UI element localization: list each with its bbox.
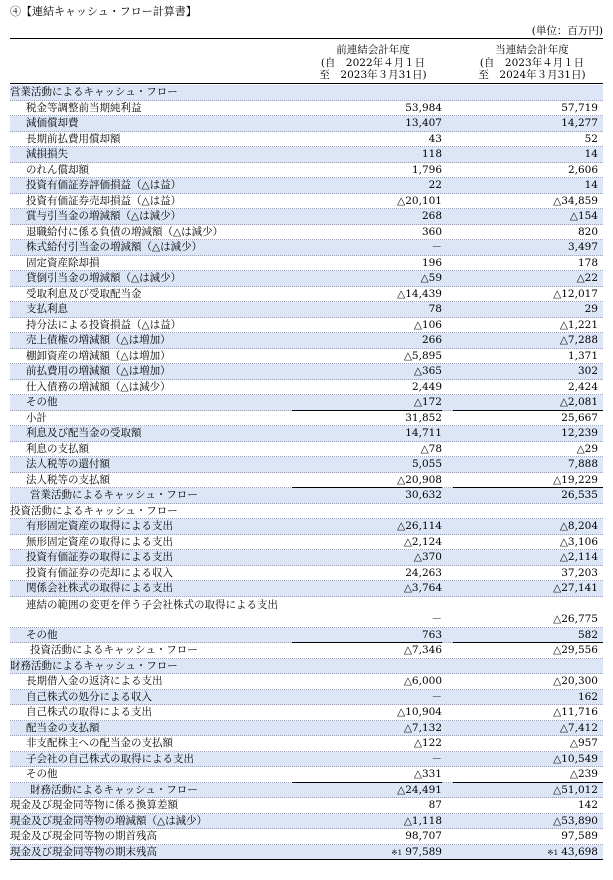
value-previous-year	[322, 225, 442, 240]
table-row	[10, 736, 603, 752]
header-curr-title: 当連結会計年度	[495, 44, 569, 56]
amount: 43	[428, 132, 442, 145]
row-label: 配当金の支払額	[26, 721, 100, 734]
amount: △8,204	[559, 520, 598, 532]
value-previous-year	[322, 287, 442, 302]
table-row	[10, 194, 603, 210]
value-previous-year	[322, 721, 442, 736]
table-row	[10, 147, 603, 163]
value-previous-year	[322, 845, 442, 860]
value-current-year	[478, 736, 598, 751]
amount: 31,852	[405, 411, 442, 424]
value-current-year	[478, 240, 598, 255]
value-previous-year	[322, 411, 442, 426]
value-current-year	[478, 411, 598, 426]
table-row	[10, 395, 603, 411]
amount: △34,859	[553, 194, 598, 207]
amount: △172	[413, 396, 442, 408]
table-row	[10, 302, 603, 318]
amount: 24,263	[405, 566, 442, 579]
table-row	[10, 721, 603, 737]
value-previous-year	[322, 271, 442, 286]
value-previous-year	[322, 535, 442, 550]
amount: －	[431, 690, 442, 703]
table-row	[10, 457, 603, 473]
table-row	[10, 380, 603, 396]
row-label: 前払費用の増減額（△は増加）	[26, 365, 171, 377]
footnote-marker: ※1	[547, 847, 559, 857]
amount: －	[431, 241, 442, 253]
table-row	[10, 287, 603, 303]
row-label: 投資有価証券評価損益（△は益）	[26, 179, 182, 191]
amount: 142	[577, 799, 598, 811]
amount: △370	[413, 551, 442, 563]
value-current-year	[478, 845, 598, 860]
row-label: 営業活動によるキャッシュ・フロー	[30, 489, 198, 501]
table-row	[10, 116, 603, 132]
row-label: 長期前払費用償却額	[26, 132, 121, 145]
row-label: 利息及び配当金の受取額	[26, 427, 142, 439]
value-current-year	[478, 302, 598, 317]
top-rule	[10, 38, 603, 39]
value-current-year	[478, 287, 598, 302]
amount: 763	[421, 628, 442, 641]
value-previous-year	[322, 798, 442, 813]
value-previous-year	[322, 380, 442, 395]
column-header-current-year	[452, 44, 612, 82]
table-row	[10, 209, 603, 225]
amount: 25,667	[561, 411, 598, 424]
table-row	[10, 829, 603, 845]
row-label: 投資有価証券売却損益（△は益）	[26, 194, 182, 207]
header-curr-from: (自 2023年４月１日	[479, 56, 585, 69]
amount: △27,141	[553, 582, 598, 594]
table-row	[10, 442, 603, 458]
value-current-year	[478, 116, 598, 131]
table-row	[10, 333, 603, 349]
table-row	[10, 85, 603, 101]
value-previous-year	[322, 240, 442, 255]
value-previous-year	[322, 457, 442, 472]
value-current-year	[478, 318, 598, 333]
row-label: 現金及び現金同等物の増減額（△は減少）	[10, 814, 208, 827]
value-current-year	[478, 380, 598, 395]
table-row	[10, 798, 603, 814]
amount: △5,895	[403, 349, 442, 362]
value-current-year	[478, 333, 598, 348]
value-previous-year	[322, 519, 442, 534]
row-label: 減損損失	[26, 148, 68, 160]
header-prev-to: 至 2023年３月31日)	[319, 69, 427, 81]
value-current-year	[478, 814, 598, 829]
row-label: 税金等調整前当期純利益	[26, 101, 142, 114]
value-current-year	[478, 364, 598, 379]
value-previous-year	[322, 178, 442, 193]
value-previous-year	[322, 829, 442, 844]
amount: 582	[577, 628, 598, 641]
amount: 14	[584, 179, 598, 191]
table-row	[10, 519, 603, 535]
table-row	[10, 566, 603, 582]
row-label: その他	[26, 768, 58, 780]
table-row	[10, 132, 603, 148]
value-current-year	[478, 767, 598, 782]
table-row	[10, 364, 603, 380]
value-current-year	[478, 643, 598, 658]
amount: △78	[420, 442, 442, 455]
row-label: 退職給付に係る負債の増減額（△は減少）	[26, 225, 224, 238]
value-previous-year	[322, 752, 442, 767]
value-previous-year	[322, 116, 442, 131]
value-current-year	[478, 271, 598, 286]
table-row	[10, 178, 603, 194]
row-label: 小計	[26, 411, 47, 424]
value-previous-year	[322, 426, 442, 441]
value-current-year	[478, 194, 598, 209]
amount: 98,707	[405, 830, 442, 842]
value-previous-year	[322, 628, 442, 643]
amount: －	[431, 752, 442, 765]
value-previous-year	[322, 767, 442, 782]
table-row	[10, 659, 603, 675]
value-current-year	[478, 798, 598, 813]
value-previous-year	[322, 690, 442, 705]
row-label: 財務活動によるキャッシュ・フロー	[30, 783, 198, 796]
header-prev-title: 前連結会計年度	[336, 44, 410, 56]
value-current-year	[478, 519, 598, 534]
row-label: 受取利息及び受取配当金	[26, 287, 142, 300]
row-label: 現金及び現金同等物の期末残高	[10, 845, 157, 858]
amount: △331	[413, 768, 442, 780]
amount: 302	[577, 365, 598, 377]
amount: △12,017	[553, 287, 598, 300]
table-row	[10, 845, 603, 861]
value-previous-year	[322, 302, 442, 317]
amount: △6,000	[403, 675, 442, 687]
value-previous-year	[322, 349, 442, 364]
table-row	[10, 674, 603, 690]
value-current-year	[478, 628, 598, 643]
row-label: その他	[26, 396, 58, 408]
amount: 820	[577, 225, 598, 238]
value-current-year	[478, 581, 598, 596]
row-label: のれん償却額	[26, 163, 89, 176]
statement-table	[10, 85, 603, 860]
amount: 97,589	[561, 830, 598, 842]
row-label: 営業活動によるキャッシュ・フロー	[10, 86, 178, 98]
amount: △53,890	[553, 814, 598, 827]
value-previous-year	[322, 814, 442, 829]
amount: △20,908	[397, 473, 442, 486]
row-label: 有形固定資産の取得による支出	[26, 520, 173, 532]
value-previous-year	[322, 473, 442, 488]
row-label: 減価償却費	[26, 117, 79, 129]
amount: △3,106	[559, 535, 598, 548]
table-row	[10, 426, 603, 442]
amount: 53,984	[405, 101, 442, 114]
amount: △1,221	[559, 318, 598, 331]
value-current-year	[478, 721, 598, 736]
amount: 14	[584, 148, 598, 160]
row-label: 関係会社株式の取得による支出	[26, 582, 173, 594]
value-previous-year	[322, 783, 442, 798]
table-row	[10, 597, 603, 628]
row-label: 持分法による投資損益（△は益）	[26, 318, 182, 331]
value-previous-year	[322, 101, 442, 116]
amount: 2,424	[567, 380, 598, 393]
amount: 43,698	[561, 845, 598, 858]
value-previous-year	[322, 442, 442, 457]
row-label: 投資活動によるキャッシュ・フロー	[30, 644, 198, 656]
amount: △2,124	[403, 535, 442, 548]
row-label: 投資有価証券の取得による支出	[26, 551, 173, 563]
table-row	[10, 488, 603, 504]
value-current-year	[478, 256, 598, 271]
value-previous-year	[322, 318, 442, 333]
value-current-year	[478, 566, 598, 581]
amount: 1,371	[567, 349, 598, 362]
table-row	[10, 101, 603, 117]
value-current-year	[478, 690, 598, 705]
amount: 1,796	[411, 163, 442, 176]
table-row	[10, 783, 603, 799]
amount: 52	[584, 132, 598, 145]
amount: △14,439	[397, 287, 442, 300]
value-current-year	[478, 752, 598, 767]
row-label: 自己株式の処分による収入	[26, 690, 152, 703]
amount: 22	[428, 179, 442, 191]
table-row	[10, 643, 603, 659]
table-row	[10, 628, 603, 644]
row-label: 貸倒引当金の増減額（△は減少）	[26, 272, 182, 284]
row-label: 現金及び現金同等物の期首残高	[10, 830, 157, 842]
amount: △122	[413, 737, 442, 749]
value-current-year	[478, 178, 598, 193]
amount: 14,277	[561, 117, 598, 129]
amount: △22	[576, 272, 598, 284]
value-current-year	[478, 457, 598, 472]
value-previous-year	[322, 209, 442, 224]
amount: 30,632	[405, 489, 442, 501]
row-label: 無形固定資産の取得による支出	[26, 535, 173, 548]
value-current-year	[478, 395, 598, 410]
value-previous-year	[322, 674, 442, 689]
amount: 268	[421, 210, 442, 222]
value-previous-year	[322, 364, 442, 379]
table-row	[10, 535, 603, 551]
value-current-year	[478, 225, 598, 240]
amount: △29,556	[553, 644, 598, 656]
amount: 162	[577, 690, 598, 703]
value-current-year	[478, 705, 598, 720]
value-previous-year	[322, 550, 442, 565]
table-row	[10, 705, 603, 721]
value-previous-year	[322, 147, 442, 162]
value-current-year	[478, 163, 598, 178]
amount: 37,203	[561, 566, 598, 579]
table-row	[10, 581, 603, 597]
row-label: 株式給付引当金の増減額（△は減少）	[26, 241, 203, 253]
value-current-year	[478, 473, 598, 488]
amount: 3,497	[567, 241, 598, 253]
amount: 29	[584, 303, 598, 315]
table-row	[10, 163, 603, 179]
row-label: 現金及び現金同等物に係る換算差額	[10, 799, 178, 811]
amount: 360	[421, 225, 442, 238]
row-label: 法人税等の支払額	[26, 473, 110, 486]
table-row	[10, 271, 603, 287]
value-current-year	[478, 550, 598, 565]
amount: △59	[420, 272, 442, 284]
amount: △3,764	[403, 582, 442, 594]
value-current-year	[478, 612, 598, 627]
amount: 196	[421, 256, 442, 269]
amount: △29	[576, 442, 598, 455]
table-row	[10, 256, 603, 272]
value-previous-year	[322, 132, 442, 147]
value-current-year	[478, 488, 598, 503]
amount: △7,346	[403, 644, 442, 656]
amount: △11,716	[553, 706, 598, 718]
row-label: 投資有価証券の売却による収入	[26, 566, 173, 579]
value-current-year	[478, 674, 598, 689]
value-previous-year	[322, 194, 442, 209]
amount: 2,606	[567, 163, 598, 176]
amount: △2,114	[559, 551, 598, 563]
amount: △20,101	[397, 194, 442, 207]
amount: 12,239	[561, 427, 598, 439]
amount: 178	[577, 256, 598, 269]
amount: 26,535	[561, 489, 598, 501]
row-label: 子会社の自己株式の取得による支出	[26, 752, 194, 765]
row-label: 自己株式の取得による支出	[26, 706, 152, 718]
row-label: 棚卸資産の増減額（△は増加）	[26, 349, 171, 362]
value-previous-year	[322, 566, 442, 581]
amount: 14,711	[405, 427, 442, 439]
amount: －	[431, 612, 442, 625]
amount: △7,412	[559, 721, 598, 734]
row-label: 利息の支払額	[26, 442, 89, 455]
row-label: 仕入債務の増減額（△は減少）	[26, 380, 171, 393]
value-previous-year	[322, 256, 442, 271]
row-label: 賞与引当金の増減額（△は減少）	[26, 210, 182, 222]
value-current-year	[478, 209, 598, 224]
row-label: 支払利息	[26, 303, 68, 315]
table-row	[10, 349, 603, 365]
table-row	[10, 504, 603, 520]
amount: △51,012	[553, 783, 598, 796]
table-row	[10, 240, 603, 256]
row-label: 非支配株主への配当金の支払額	[26, 737, 173, 749]
amount: △239	[569, 768, 598, 780]
amount: △154	[569, 210, 598, 222]
amount: 57,719	[561, 101, 598, 114]
table-row	[10, 752, 603, 768]
header-rule	[10, 83, 603, 84]
amount: △365	[413, 365, 442, 377]
table-row	[10, 814, 603, 830]
table-row	[10, 690, 603, 706]
value-current-year	[478, 783, 598, 798]
header-prev-from: (自 2022年４月１日	[320, 56, 426, 69]
value-current-year	[478, 101, 598, 116]
row-label: 長期借入金の返済による支出	[26, 675, 163, 687]
row-label: 連結の範囲の変更を伴う子会社株式の取得による支出	[26, 598, 278, 611]
amount: 5,055	[411, 458, 442, 470]
amount: △1,118	[403, 814, 442, 827]
table-row	[10, 411, 603, 427]
table-row	[10, 767, 603, 783]
amount: △19,229	[553, 473, 598, 486]
value-previous-year	[322, 612, 442, 627]
value-previous-year	[322, 395, 442, 410]
amount: 266	[421, 334, 442, 346]
table-row	[10, 318, 603, 334]
value-current-year	[478, 349, 598, 364]
row-label: 固定資産除却損	[26, 256, 100, 269]
row-label: 売上債権の増減額（△は増加）	[26, 334, 171, 346]
column-header-previous-year	[293, 44, 453, 82]
amount: 78	[428, 303, 442, 315]
amount: △10,549	[553, 752, 598, 765]
amount: △106	[413, 318, 442, 331]
row-label: その他	[26, 628, 58, 641]
amount: △20,300	[553, 675, 598, 687]
value-current-year	[478, 442, 598, 457]
table-row	[10, 225, 603, 241]
row-label: 投資活動によるキャッシュ・フロー	[10, 504, 178, 517]
amount: △10,904	[397, 706, 442, 718]
amount: 118	[421, 148, 442, 160]
footnote-marker: ※1	[391, 847, 403, 857]
amount: 13,407	[405, 117, 442, 129]
value-previous-year	[322, 643, 442, 658]
amount: △957	[569, 737, 598, 749]
value-current-year	[478, 132, 598, 147]
value-previous-year	[322, 488, 442, 503]
amount: △7,288	[559, 334, 598, 346]
value-previous-year	[322, 333, 442, 348]
value-previous-year	[322, 163, 442, 178]
value-previous-year	[322, 581, 442, 596]
statement-title: ④【連結キャッシュ・フロー計算書】	[10, 5, 197, 18]
amount: △24,491	[397, 783, 442, 796]
unit-label: (単位：百万円)	[531, 25, 603, 37]
header-curr-to: 至 2024年３月31日)	[478, 69, 586, 81]
amount: △26,114	[397, 520, 442, 532]
value-current-year	[478, 535, 598, 550]
value-current-year	[478, 147, 598, 162]
amount: △2,081	[559, 396, 598, 408]
row-label: 法人税等の還付額	[26, 458, 110, 470]
amount: 97,589	[405, 845, 442, 858]
value-current-year	[478, 829, 598, 844]
amount: △7,132	[403, 721, 442, 734]
row-label: 財務活動によるキャッシュ・フロー	[10, 659, 178, 672]
table-row	[10, 550, 603, 566]
amount: 87	[428, 799, 442, 811]
value-previous-year	[322, 705, 442, 720]
amount: △26,775	[553, 612, 598, 625]
value-previous-year	[322, 736, 442, 751]
table-row	[10, 473, 603, 489]
value-current-year	[478, 426, 598, 441]
amount: 2,449	[411, 380, 442, 393]
amount: 7,888	[567, 458, 598, 470]
